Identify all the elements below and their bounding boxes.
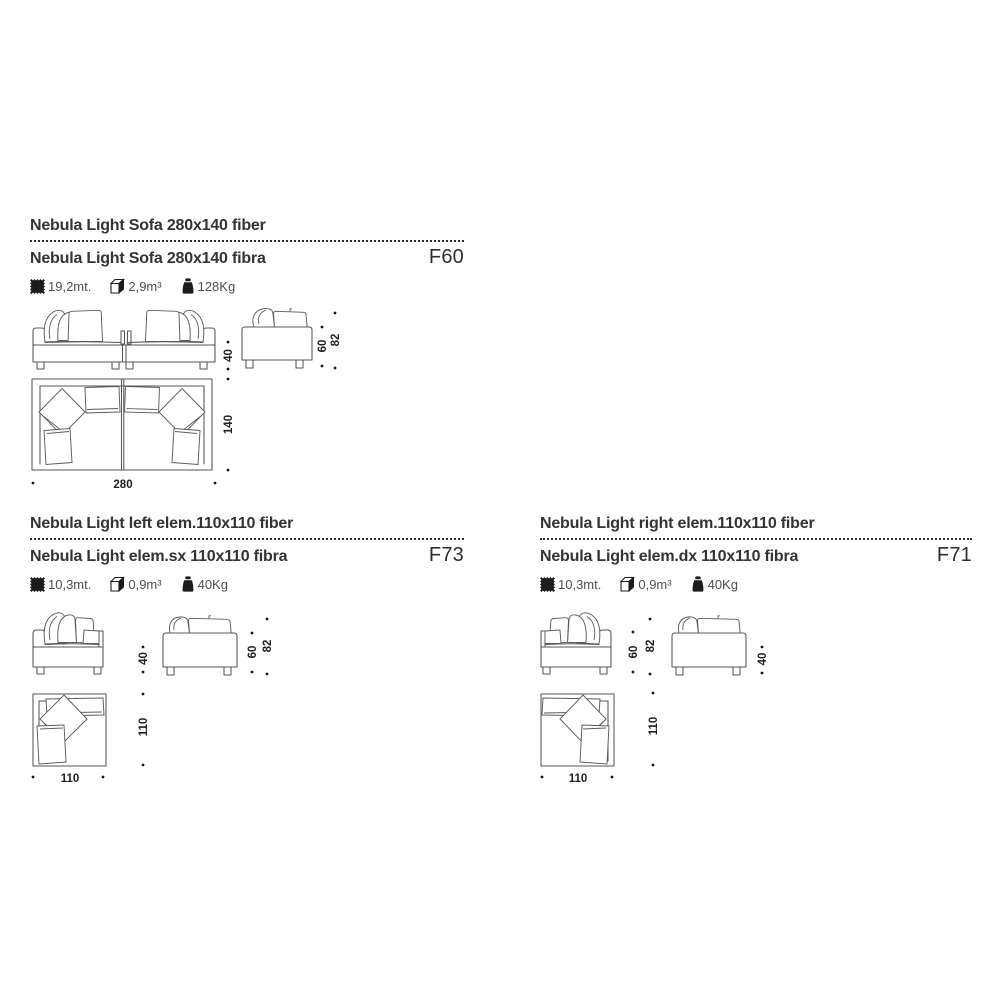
- product-title-it: Nebula Light Sofa 280x140 fibra: [30, 250, 266, 267]
- weight-spec: [691, 576, 738, 592]
- fabric-swatch-icon: [30, 279, 45, 294]
- cube-icon: [620, 576, 635, 592]
- dim-width: 110: [568, 773, 588, 785]
- product-section-f73: [30, 514, 464, 592]
- volume-spec-value: 2,9m³: [128, 278, 162, 294]
- volume-spec-value: 0,9m³: [128, 576, 162, 592]
- weight-spec: [181, 576, 228, 592]
- fabric-spec: [540, 577, 601, 592]
- dim-depth: 110: [648, 716, 660, 736]
- sofa-technical-drawing: [28, 300, 363, 495]
- element-side-pillows: [678, 616, 740, 633]
- element-side-view: [672, 633, 746, 675]
- spec-row: [30, 278, 464, 294]
- product-title-en: Nebula Light right elem.110x110 fiber: [540, 514, 972, 540]
- weight-spec-value: 40Kg: [707, 576, 738, 592]
- fabric-spec-value: 10,3mt.: [48, 576, 92, 592]
- fabric-spec: [30, 577, 91, 592]
- dim-total-height: 82: [262, 639, 274, 653]
- weight-spec-value: 40Kg: [197, 576, 228, 592]
- product-section-f60: [30, 216, 464, 294]
- spec-row: [540, 576, 972, 592]
- dim-depth: 140: [223, 414, 235, 435]
- dim-total-height: 82: [645, 639, 657, 653]
- element-side-pillows: [169, 616, 231, 633]
- sofa-side-view: [242, 327, 312, 368]
- product-title-en: Nebula Light left elem.110x110 fiber: [30, 514, 464, 540]
- product-section-f71: [540, 514, 972, 592]
- left-element-technical-drawing: [28, 600, 278, 790]
- product-code: F73: [428, 544, 464, 566]
- fabric-spec: [30, 279, 91, 294]
- dim-seat-height: 40: [138, 652, 150, 665]
- spec-row: [30, 576, 464, 592]
- dim-seat-height: 40: [223, 349, 235, 362]
- dim-width: 280: [113, 479, 133, 491]
- product-code: F71: [936, 544, 972, 566]
- dim-width: 110: [60, 773, 80, 785]
- product-title-it: Nebula Light elem.dx 110x110 fibra: [540, 548, 799, 565]
- title-code-row: [30, 544, 464, 567]
- dim-arm-height: 60: [247, 645, 259, 659]
- sofa-side-pillows: [253, 308, 307, 327]
- product-title-it: Nebula Light elem.sx 110x110 fibra: [30, 548, 288, 565]
- weight-icon: [181, 278, 195, 294]
- volume-spec: [110, 576, 161, 592]
- fabric-swatch-icon: [30, 577, 45, 592]
- product-title-en: Nebula Light Sofa 280x140 fiber: [30, 216, 464, 242]
- element-side-view: [163, 633, 237, 675]
- element-top-pillows: [37, 695, 104, 764]
- weight-spec: [181, 278, 236, 294]
- element-top-pillows: [542, 695, 609, 764]
- element-front-pillows: [545, 613, 600, 644]
- volume-spec: [110, 278, 161, 294]
- product-code: F60: [428, 246, 464, 268]
- dim-arm-height: 60: [317, 339, 329, 353]
- fabric-spec-value: 10,3mt.: [558, 576, 602, 592]
- volume-spec-value: 0,9m³: [638, 576, 672, 592]
- volume-spec: [620, 576, 671, 592]
- weight-icon: [181, 576, 195, 592]
- fabric-spec-value: 19,2mt.: [48, 278, 92, 294]
- title-code-row: [540, 544, 972, 567]
- dim-arm-height: 60: [628, 645, 640, 659]
- dim-total-height: 82: [330, 333, 342, 347]
- dim-depth: 110: [138, 717, 150, 737]
- weight-icon: [691, 576, 705, 592]
- fabric-swatch-icon: [540, 577, 555, 592]
- dim-seat-height: 40: [757, 652, 769, 666]
- element-front-pillows: [44, 613, 99, 644]
- weight-spec-value: 128Kg: [197, 278, 236, 294]
- right-element-technical-drawing: [535, 600, 785, 790]
- title-code-row: [30, 246, 464, 269]
- cube-icon: [110, 576, 125, 592]
- cube-icon: [110, 278, 125, 294]
